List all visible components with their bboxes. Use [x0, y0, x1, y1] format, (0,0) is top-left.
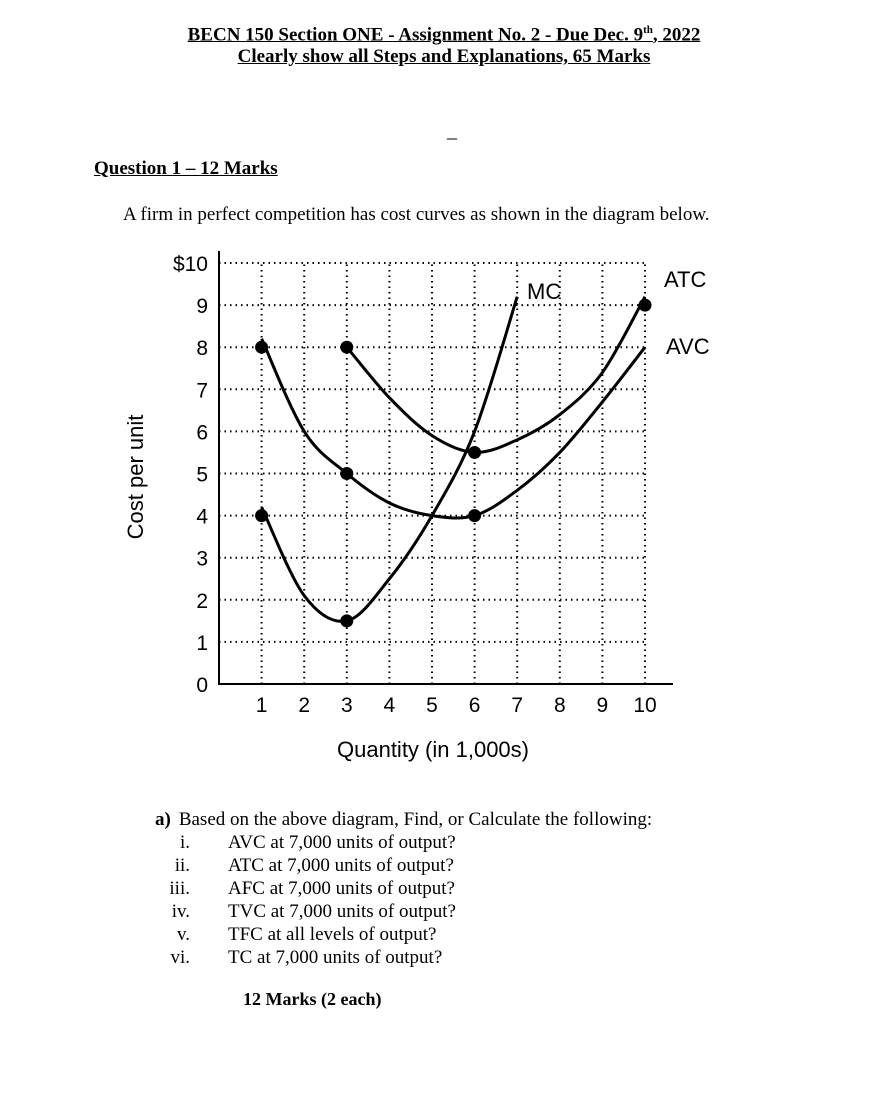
y-tick-label: 5 — [196, 463, 208, 487]
x-tick-label: 5 — [426, 694, 438, 717]
question-item — [0, 947, 888, 970]
y-tick-labels — [173, 253, 208, 697]
curve-avc — [262, 339, 645, 518]
marks-note: 12 Marks (2 each) — [243, 989, 382, 1009]
y-tick-label: 0 — [196, 674, 208, 697]
chart-grid — [219, 263, 645, 684]
question-item — [0, 924, 888, 947]
x-tick-label: 3 — [340, 694, 353, 717]
question-item-number: ii. — [174, 855, 190, 876]
data-point — [340, 467, 353, 480]
y-tick-label: 7 — [196, 379, 208, 403]
question-title: Question 1 – 12 Marks — [94, 158, 278, 179]
assignment-title: BECN 150 Section ONE - Assignment No. 2 - Due Dec. 9th, 2022 — [187, 24, 701, 46]
y-tick-label: $10 — [172, 253, 208, 276]
part-a-lead — [155, 809, 652, 831]
question-item-text: AVC at 7,000 units of output? — [228, 832, 456, 853]
data-point — [255, 341, 268, 354]
series-label-avc: AVC — [666, 334, 710, 359]
question-item — [0, 901, 888, 924]
y-tick-label: 6 — [196, 421, 208, 445]
series-label-atc: ATC — [664, 267, 707, 292]
y-axis-label: Cost per unit — [123, 414, 148, 540]
x-tick-label: 1 — [255, 694, 268, 717]
part-a-label: a) — [155, 809, 171, 830]
y-tick-label: 3 — [196, 547, 208, 571]
data-point — [340, 614, 353, 627]
question-item-number: v. — [176, 924, 190, 945]
x-tick-labels — [256, 694, 657, 717]
x-tick-label: 4 — [383, 694, 396, 717]
x-tick-label: 2 — [298, 694, 311, 717]
question-item-number: iii. — [169, 878, 190, 899]
question-item-number: iv. — [171, 901, 190, 922]
question-item — [0, 855, 888, 878]
question-item-text: TC at 7,000 units of output? — [228, 947, 443, 968]
y-tick-label: 4 — [196, 505, 208, 529]
x-tick-label: 7 — [511, 694, 524, 717]
question-intro: A firm in perfect competition has cost curves as shown in the diagram below. — [123, 204, 710, 225]
series-label-mc: MC — [527, 279, 562, 304]
data-point — [255, 509, 268, 522]
data-point — [468, 509, 481, 522]
question-item-text: TFC at all levels of output? — [228, 924, 437, 945]
y-tick-label: 8 — [196, 337, 208, 361]
data-point — [340, 341, 353, 354]
chart-points — [255, 299, 651, 628]
question-item — [0, 878, 888, 901]
chart-curves — [262, 297, 645, 622]
x-tick-label: 8 — [553, 694, 566, 717]
y-tick-label: 9 — [196, 295, 208, 319]
x-tick-label: 6 — [468, 694, 481, 717]
stray-dash: _ — [447, 120, 457, 142]
y-tick-label: 2 — [196, 589, 208, 613]
data-point — [468, 446, 481, 459]
part-a-text: Based on the above diagram, Find, or Calculate the following: — [178, 809, 653, 830]
question-item — [0, 832, 888, 855]
question-item-text: TVC at 7,000 units of output? — [228, 901, 456, 922]
question-item-number: vi. — [170, 947, 190, 968]
y-tick-label: 1 — [196, 631, 208, 655]
curve-atc — [347, 297, 645, 453]
x-tick-label: 9 — [596, 694, 609, 717]
question-item-text: AFC at 7,000 units of output? — [228, 878, 455, 899]
question-item-text: ATC at 7,000 units of output? — [228, 855, 454, 876]
x-axis-label: Quantity (in 1,000s) — [337, 737, 529, 762]
chart-axes — [218, 251, 673, 685]
assignment-instructions: Clearly show all Steps and Explanations, 65 Marks — [237, 46, 651, 67]
data-point — [639, 299, 652, 312]
question-item-number: i. — [179, 832, 190, 853]
x-tick-label: 10 — [633, 694, 657, 717]
